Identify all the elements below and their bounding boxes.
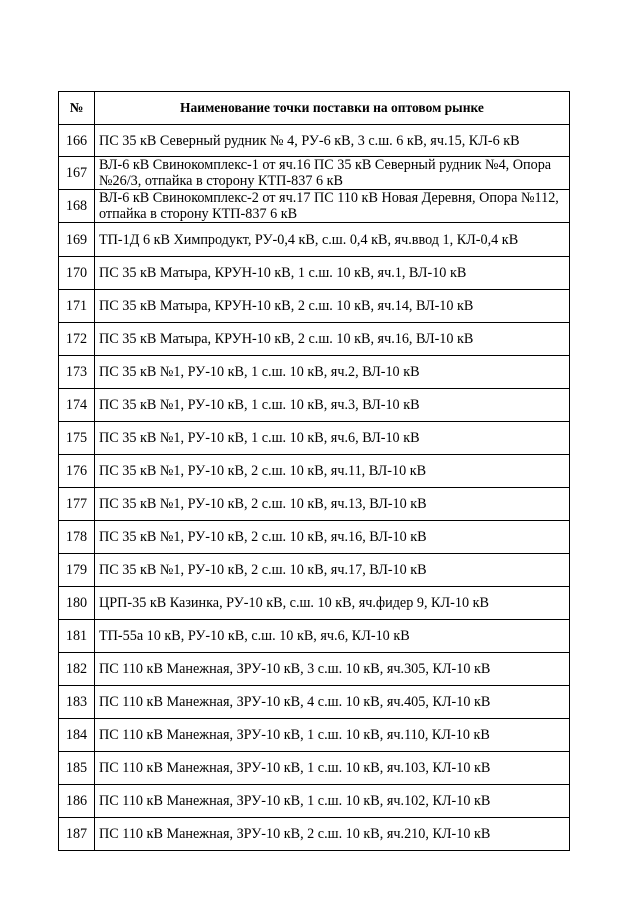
delivery-point-name: ПС 35 кВ Матыра, КРУН-10 кВ, 1 с.ш. 10 кВ, яч.1, ВЛ-10 кВ	[95, 257, 570, 290]
table-row	[59, 686, 570, 719]
table-row	[59, 125, 570, 157]
row-number: 183	[59, 686, 95, 719]
delivery-point-name: ПС 35 кВ №1, РУ-10 кВ, 1 с.ш. 10 кВ, яч.2, ВЛ-10 кВ	[95, 356, 570, 389]
delivery-point-name: ПС 110 кВ Манежная, ЗРУ-10 кВ, 3 с.ш. 10 кВ, яч.305, КЛ-10 кВ	[95, 653, 570, 686]
table-row	[59, 190, 570, 223]
row-number: 177	[59, 488, 95, 521]
delivery-point-name: ПС 35 кВ №1, РУ-10 кВ, 1 с.ш. 10 кВ, яч.3, ВЛ-10 кВ	[95, 389, 570, 422]
delivery-point-name: ПС 35 кВ №1, РУ-10 кВ, 2 с.ш. 10 кВ, яч.16, ВЛ-10 кВ	[95, 521, 570, 554]
table-row	[59, 587, 570, 620]
row-number: 185	[59, 752, 95, 785]
delivery-point-name: ПС 110 кВ Манежная, ЗРУ-10 кВ, 1 с.ш. 10 кВ, яч.110, КЛ-10 кВ	[95, 719, 570, 752]
row-number: 168	[59, 190, 95, 223]
table-row	[59, 521, 570, 554]
delivery-point-name: ВЛ-6 кВ Свинокомплекс-1 от яч.16 ПС 35 кВ Северный рудник №4, Опора №26/3, отпайка в сторону КТП-837 6 кВ	[95, 157, 570, 190]
row-number: 170	[59, 257, 95, 290]
delivery-point-name: ТП-1Д 6 кВ Химпродукт, РУ-0,4 кВ, с.ш. 0,4 кВ, яч.ввод 1, КЛ-0,4 кВ	[95, 223, 570, 257]
row-number: 184	[59, 719, 95, 752]
table-header-row	[59, 92, 570, 125]
table-row	[59, 554, 570, 587]
table-row	[59, 719, 570, 752]
table-row	[59, 223, 570, 257]
row-number: 169	[59, 223, 95, 257]
row-number: 166	[59, 125, 95, 157]
column-header-number: №	[59, 92, 95, 125]
delivery-point-name: ПС 35 кВ №1, РУ-10 кВ, 2 с.ш. 10 кВ, яч.13, ВЛ-10 кВ	[95, 488, 570, 521]
table-row	[59, 323, 570, 356]
table-row	[59, 620, 570, 653]
row-number: 181	[59, 620, 95, 653]
delivery-point-name: ПС 35 кВ Северный рудник № 4, РУ-6 кВ, 3 с.ш. 6 кВ, яч.15, КЛ-6 кВ	[95, 125, 570, 157]
column-header-name: Наименование точки поставки на оптовом рынке	[95, 92, 570, 125]
table-row	[59, 653, 570, 686]
delivery-point-name: ПС 35 кВ №1, РУ-10 кВ, 2 с.ш. 10 кВ, яч.11, ВЛ-10 кВ	[95, 455, 570, 488]
row-number: 175	[59, 422, 95, 455]
table-row	[59, 455, 570, 488]
table-row	[59, 818, 570, 851]
row-number: 167	[59, 157, 95, 190]
delivery-point-name: ПС 35 кВ №1, РУ-10 кВ, 1 с.ш. 10 кВ, яч.6, ВЛ-10 кВ	[95, 422, 570, 455]
table-row	[59, 422, 570, 455]
row-number: 172	[59, 323, 95, 356]
table-body	[59, 125, 570, 851]
row-number: 182	[59, 653, 95, 686]
delivery-point-name: ПС 35 кВ Матыра, КРУН-10 кВ, 2 с.ш. 10 кВ, яч.16, ВЛ-10 кВ	[95, 323, 570, 356]
table-row	[59, 290, 570, 323]
table-row	[59, 488, 570, 521]
delivery-point-name: ПС 110 кВ Манежная, ЗРУ-10 кВ, 2 с.ш. 10 кВ, яч.210, КЛ-10 кВ	[95, 818, 570, 851]
delivery-point-name: ВЛ-6 кВ Свинокомплекс-2 от яч.17 ПС 110 кВ Новая Деревня, Опора №112, отпайка в сторону КТП-837 6 кВ	[95, 190, 570, 223]
table-row	[59, 785, 570, 818]
table-row	[59, 157, 570, 190]
delivery-points-table	[58, 91, 570, 851]
row-number: 171	[59, 290, 95, 323]
delivery-point-name: ПС 35 кВ Матыра, КРУН-10 кВ, 2 с.ш. 10 кВ, яч.14, ВЛ-10 кВ	[95, 290, 570, 323]
table-row	[59, 389, 570, 422]
delivery-point-name: ПС 110 кВ Манежная, ЗРУ-10 кВ, 1 с.ш. 10 кВ, яч.102, КЛ-10 кВ	[95, 785, 570, 818]
table-row	[59, 257, 570, 290]
table-row	[59, 356, 570, 389]
delivery-point-name: ТП-55а 10 кВ, РУ-10 кВ, с.ш. 10 кВ, яч.6, КЛ-10 кВ	[95, 620, 570, 653]
delivery-point-name: ЦРП-35 кВ Казинка, РУ-10 кВ, с.ш. 10 кВ, яч.фидер 9, КЛ-10 кВ	[95, 587, 570, 620]
row-number: 187	[59, 818, 95, 851]
row-number: 186	[59, 785, 95, 818]
row-number: 179	[59, 554, 95, 587]
row-number: 180	[59, 587, 95, 620]
delivery-point-name: ПС 110 кВ Манежная, ЗРУ-10 кВ, 1 с.ш. 10 кВ, яч.103, КЛ-10 кВ	[95, 752, 570, 785]
delivery-point-name: ПС 35 кВ №1, РУ-10 кВ, 2 с.ш. 10 кВ, яч.17, ВЛ-10 кВ	[95, 554, 570, 587]
row-number: 173	[59, 356, 95, 389]
row-number: 174	[59, 389, 95, 422]
row-number: 178	[59, 521, 95, 554]
delivery-point-name: ПС 110 кВ Манежная, ЗРУ-10 кВ, 4 с.ш. 10 кВ, яч.405, КЛ-10 кВ	[95, 686, 570, 719]
row-number: 176	[59, 455, 95, 488]
table-row	[59, 752, 570, 785]
